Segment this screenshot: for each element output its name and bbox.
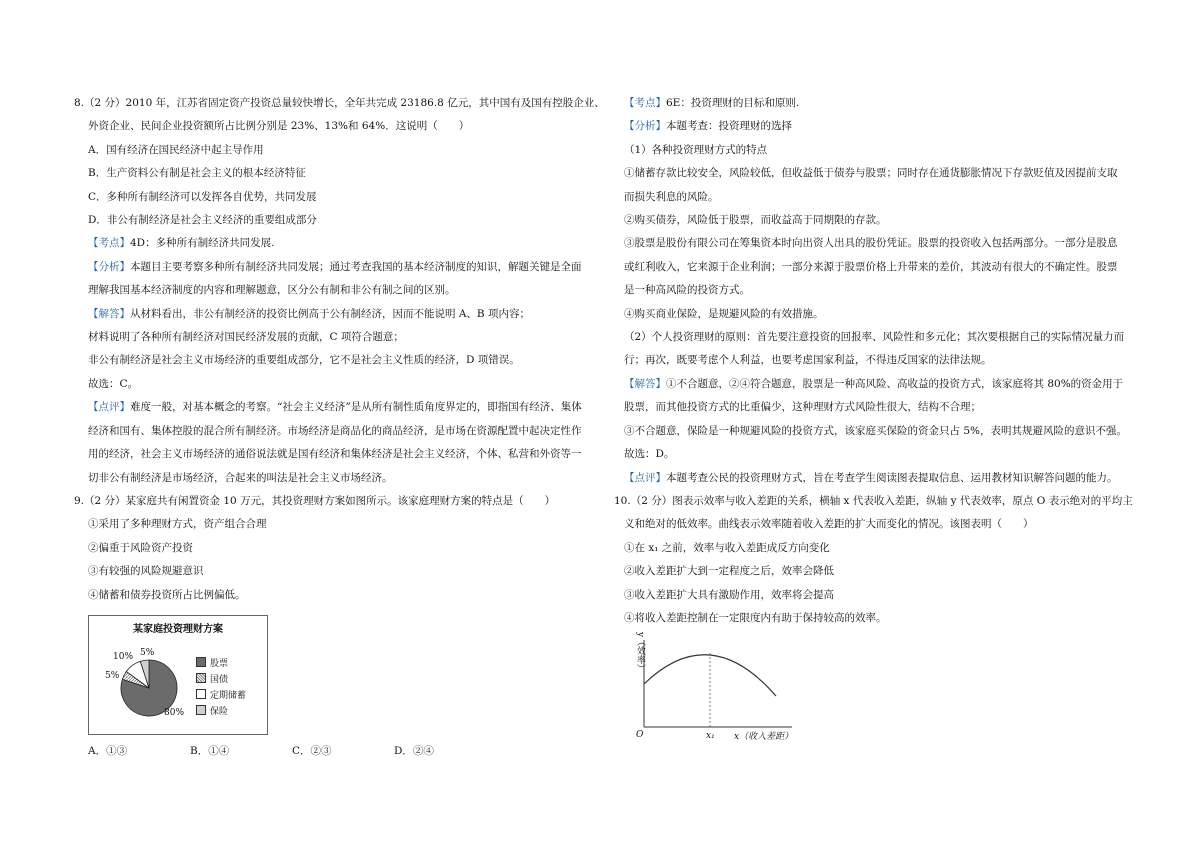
- dianping-tag: 【点评】: [624, 471, 666, 484]
- kaodian-tag: 【考点】: [88, 237, 130, 250]
- q9-option-d: D．②④: [394, 744, 434, 757]
- q9-fenxi-p3: 而损失利息的风险。: [624, 190, 719, 203]
- x-axis-label: x（收入差距）: [734, 732, 794, 743]
- q9-fenxi-p5: ③股票是股份有限公司在筹集资本时向出资人出具的股份凭证。股票的投资收入包括两部分。一部分是股息: [624, 237, 1118, 250]
- q10-curve-figure: [632, 632, 802, 747]
- q8-jieda-line3: 非公有制经济是社会主义市场经济的重要组成部分，它不是社会主义性质的经济，D 项错误。: [88, 354, 520, 367]
- q8-option-a: A．国有经济在国民经济中起主导作用: [88, 143, 264, 156]
- jieda-text: 从材料看出，非公有制经济的投资比例高于公有制经济，因而不能说明 A、B 项内容；: [130, 307, 530, 320]
- q9-jieda: [624, 373, 1134, 396]
- legend-bond: 国债: [196, 672, 228, 685]
- q10-statement-1: ①在 x₁ 之前，效率与收入差距成反方向变化: [624, 541, 830, 554]
- q8-dianping-line3: 用的经济，社会主义市场经济的通俗说法就是国有经济和集体经济是社会主义经济，个体、私营和外资等一: [88, 448, 582, 461]
- left-column: [74, 92, 604, 758]
- q9-jieda-line2: 股票，而其他投资方式的比重偏少，这种理财方式风险性很大，结构不合理；: [624, 401, 981, 414]
- q9-statement-3: ③有较强的风险规避意识: [88, 565, 204, 578]
- q8-stem-line2: 外资企业、民间企业投资额所占比例分别是 23%、13%和 64%．这说明（ ）: [88, 120, 470, 133]
- legend-swatch-icon: [196, 673, 206, 683]
- q8-answer: 故选：C。: [88, 377, 139, 390]
- pie-label-deposit: 10%: [113, 651, 134, 662]
- dianping-text: 难度一般，对基本概念的考察。“社会主义经济”是从所有制性质角度界定的，即指国有经济、集体: [130, 401, 582, 414]
- q10-statement-3: ③收入差距扩大具有激励作用，效率将会提高: [624, 588, 834, 601]
- q8-option-b: B．生产资料公有制是社会主义的根本经济特征: [88, 167, 306, 180]
- q9-fenxi-p4: ②购买债券，风险低于股票，而收益高于同期限的存款。: [624, 214, 887, 227]
- q9-stem: 9.（2 分）某家庭共有闲置资金 10 万元，其投资理财方案如图所示。该家庭理财方案的特点是（ ）: [74, 494, 556, 507]
- q9-options: [74, 743, 604, 758]
- legend-swatch-icon: [196, 689, 206, 699]
- fenxi-text: 本题目主要考察多种所有制经济共同发展；通过考查我国的基本经济制度的知识，解题关键是全面: [130, 260, 582, 273]
- q8-dianping-line2: 经济和国有、集体控股的混合所有制经济。市场经济是商品化的商品经济，是市场在资源配置中起决定性作: [88, 424, 582, 437]
- q10-statement-4: ④将收入差距控制在一定限度内有助于保持较高的效率。: [624, 611, 887, 624]
- q9-fenxi-p8: ④购买商业保险，是规避风险的有效措施。: [624, 307, 824, 320]
- q9-option-b: B．①④: [190, 744, 230, 757]
- q8-option-c: C．多种所有制经济可以发挥各自优势，共同发展: [88, 190, 317, 203]
- q8-fenxi-line2: 理解我国基本经济制度的内容和理解题意，区分公有制和非公有制之间的区别。: [88, 284, 456, 297]
- q9-option-c: C．②③: [292, 744, 332, 757]
- q9-fenxi-p6: 或红利收入，它来源于企业利润；一部分来源于股票价格上升带来的差价，其波动有很大的不确定性。股票: [624, 260, 1118, 273]
- q9-dianping: [624, 467, 1134, 490]
- y-axis-label: y（效率）: [635, 632, 645, 674]
- q9-jieda-line3: ③不合题意，保险是一种规避风险的投资方式，该家庭买保险的资金只占 5%，表明其规避风险的意识不强。: [624, 424, 1127, 437]
- q9-fenxi-p2: ①储蓄存款比较安全，风险较低，但收益低于债券与股票；同时存在通货膨胀情况下存款贬值及因提前支取: [624, 167, 1118, 180]
- jieda-tag: 【解答】: [88, 307, 130, 320]
- x1-label: x₁: [706, 731, 715, 742]
- pie-label-insurance: 5%: [140, 647, 155, 658]
- q8-dianping-line4: 切非公有制经济是市场经济，合起来的叫法是社会主义市场经济。: [88, 471, 393, 484]
- q9-pie-figure: [88, 615, 268, 735]
- q8-fenxi: [74, 256, 604, 279]
- q8-stem-line1: 8.（2 分）2010 年，江苏省固定资产投资总量较快增长，全年共完成 23186.8 亿元，其中国有及国有控股企业、: [74, 97, 605, 109]
- legend-insurance: 保险: [196, 704, 228, 717]
- q9-fenxi-p9: （2）个人投资理财的原则：首先要注意投资的回报率、风险性和多元化；其次要根据自己的实际情况量力而: [624, 331, 1125, 344]
- kaodian-tag: 【考点】: [624, 97, 666, 109]
- q8-jieda: [74, 303, 604, 326]
- legend-swatch-icon: [196, 657, 206, 667]
- q9-fenxi-p10: 行；再次，既要考虑个人利益，也要考虑国家利益，不得违反国家的法律法规。: [624, 354, 992, 367]
- q10-stem-line1: 10.（2 分）图表示效率与收入差距的关系，横轴 x 代表收入差距，纵轴 y 代表效率，原点 O 表示绝对的平均主: [614, 494, 1133, 507]
- jieda-tag: 【解答】: [624, 377, 666, 390]
- kaodian-text: 4D：多种所有制经济共同发展.: [130, 237, 275, 250]
- legend-deposit: 定期储蓄: [196, 688, 246, 701]
- kaodian-text: 6E：投资理财的目标和原则.: [666, 97, 800, 109]
- pie-label-bond: 5%: [105, 670, 120, 681]
- jieda-text: ①不合题意，②④符合题意，股票是一种高风险、高收益的投资方式，该家庭将其 80%的资金用于: [666, 377, 1124, 390]
- q8-dianping: [74, 396, 604, 419]
- q10-statement-2: ②收入差距扩大到一定程度之后，效率会降低: [624, 565, 834, 578]
- q9-option-a: A．①③: [88, 744, 128, 757]
- right-column: [614, 92, 1134, 747]
- q8-option-d: D．非公有制经济是社会主义经济的重要组成部分: [88, 214, 317, 227]
- fenxi-text: 本题考查：投资理财的选择: [666, 120, 792, 133]
- fenxi-tag: 【分析】: [88, 260, 130, 273]
- q9-fenxi-p1: （1）各种投资理财方式的特点: [624, 143, 768, 156]
- q9-statement-4: ④储蓄和债券投资所占比例偏低。: [88, 588, 246, 601]
- q9-statement-1: ①采用了多种理财方式，资产组合合理: [88, 518, 267, 531]
- q9-kaodian: [624, 92, 1134, 115]
- pie-label-stock: 80%: [164, 707, 185, 718]
- legend-swatch-icon: [196, 705, 206, 715]
- dianping-text: 本题考查公民的投资理财方式，旨在考查学生阅读图表提取信息、运用教材知识解答问题的能力。: [666, 471, 1118, 484]
- dianping-tag: 【点评】: [88, 401, 130, 414]
- q9-statement-2: ②偏重于风险资产投资: [88, 541, 193, 554]
- q9-fenxi-p7: 是一种高风险的投资方式。: [624, 284, 750, 297]
- legend-stock: 股票: [196, 656, 228, 669]
- q8-kaodian: [74, 232, 604, 255]
- q8-jieda-line2: 材料说明了各种所有制经济对国民经济发展的贡献，C 项符合题意；: [88, 331, 404, 344]
- pie-title: 某家庭投资理财方案: [133, 623, 223, 635]
- origin-label: O: [636, 730, 644, 741]
- q9-fenxi: [624, 115, 1134, 138]
- q10-stem-line2: 义和绝对的低效率。曲线表示效率随着收入差距的扩大而变化的情况。该图表明（ ）: [624, 518, 1034, 531]
- q9-answer: 故选：D。: [624, 448, 675, 461]
- fenxi-tag: 【分析】: [624, 120, 666, 133]
